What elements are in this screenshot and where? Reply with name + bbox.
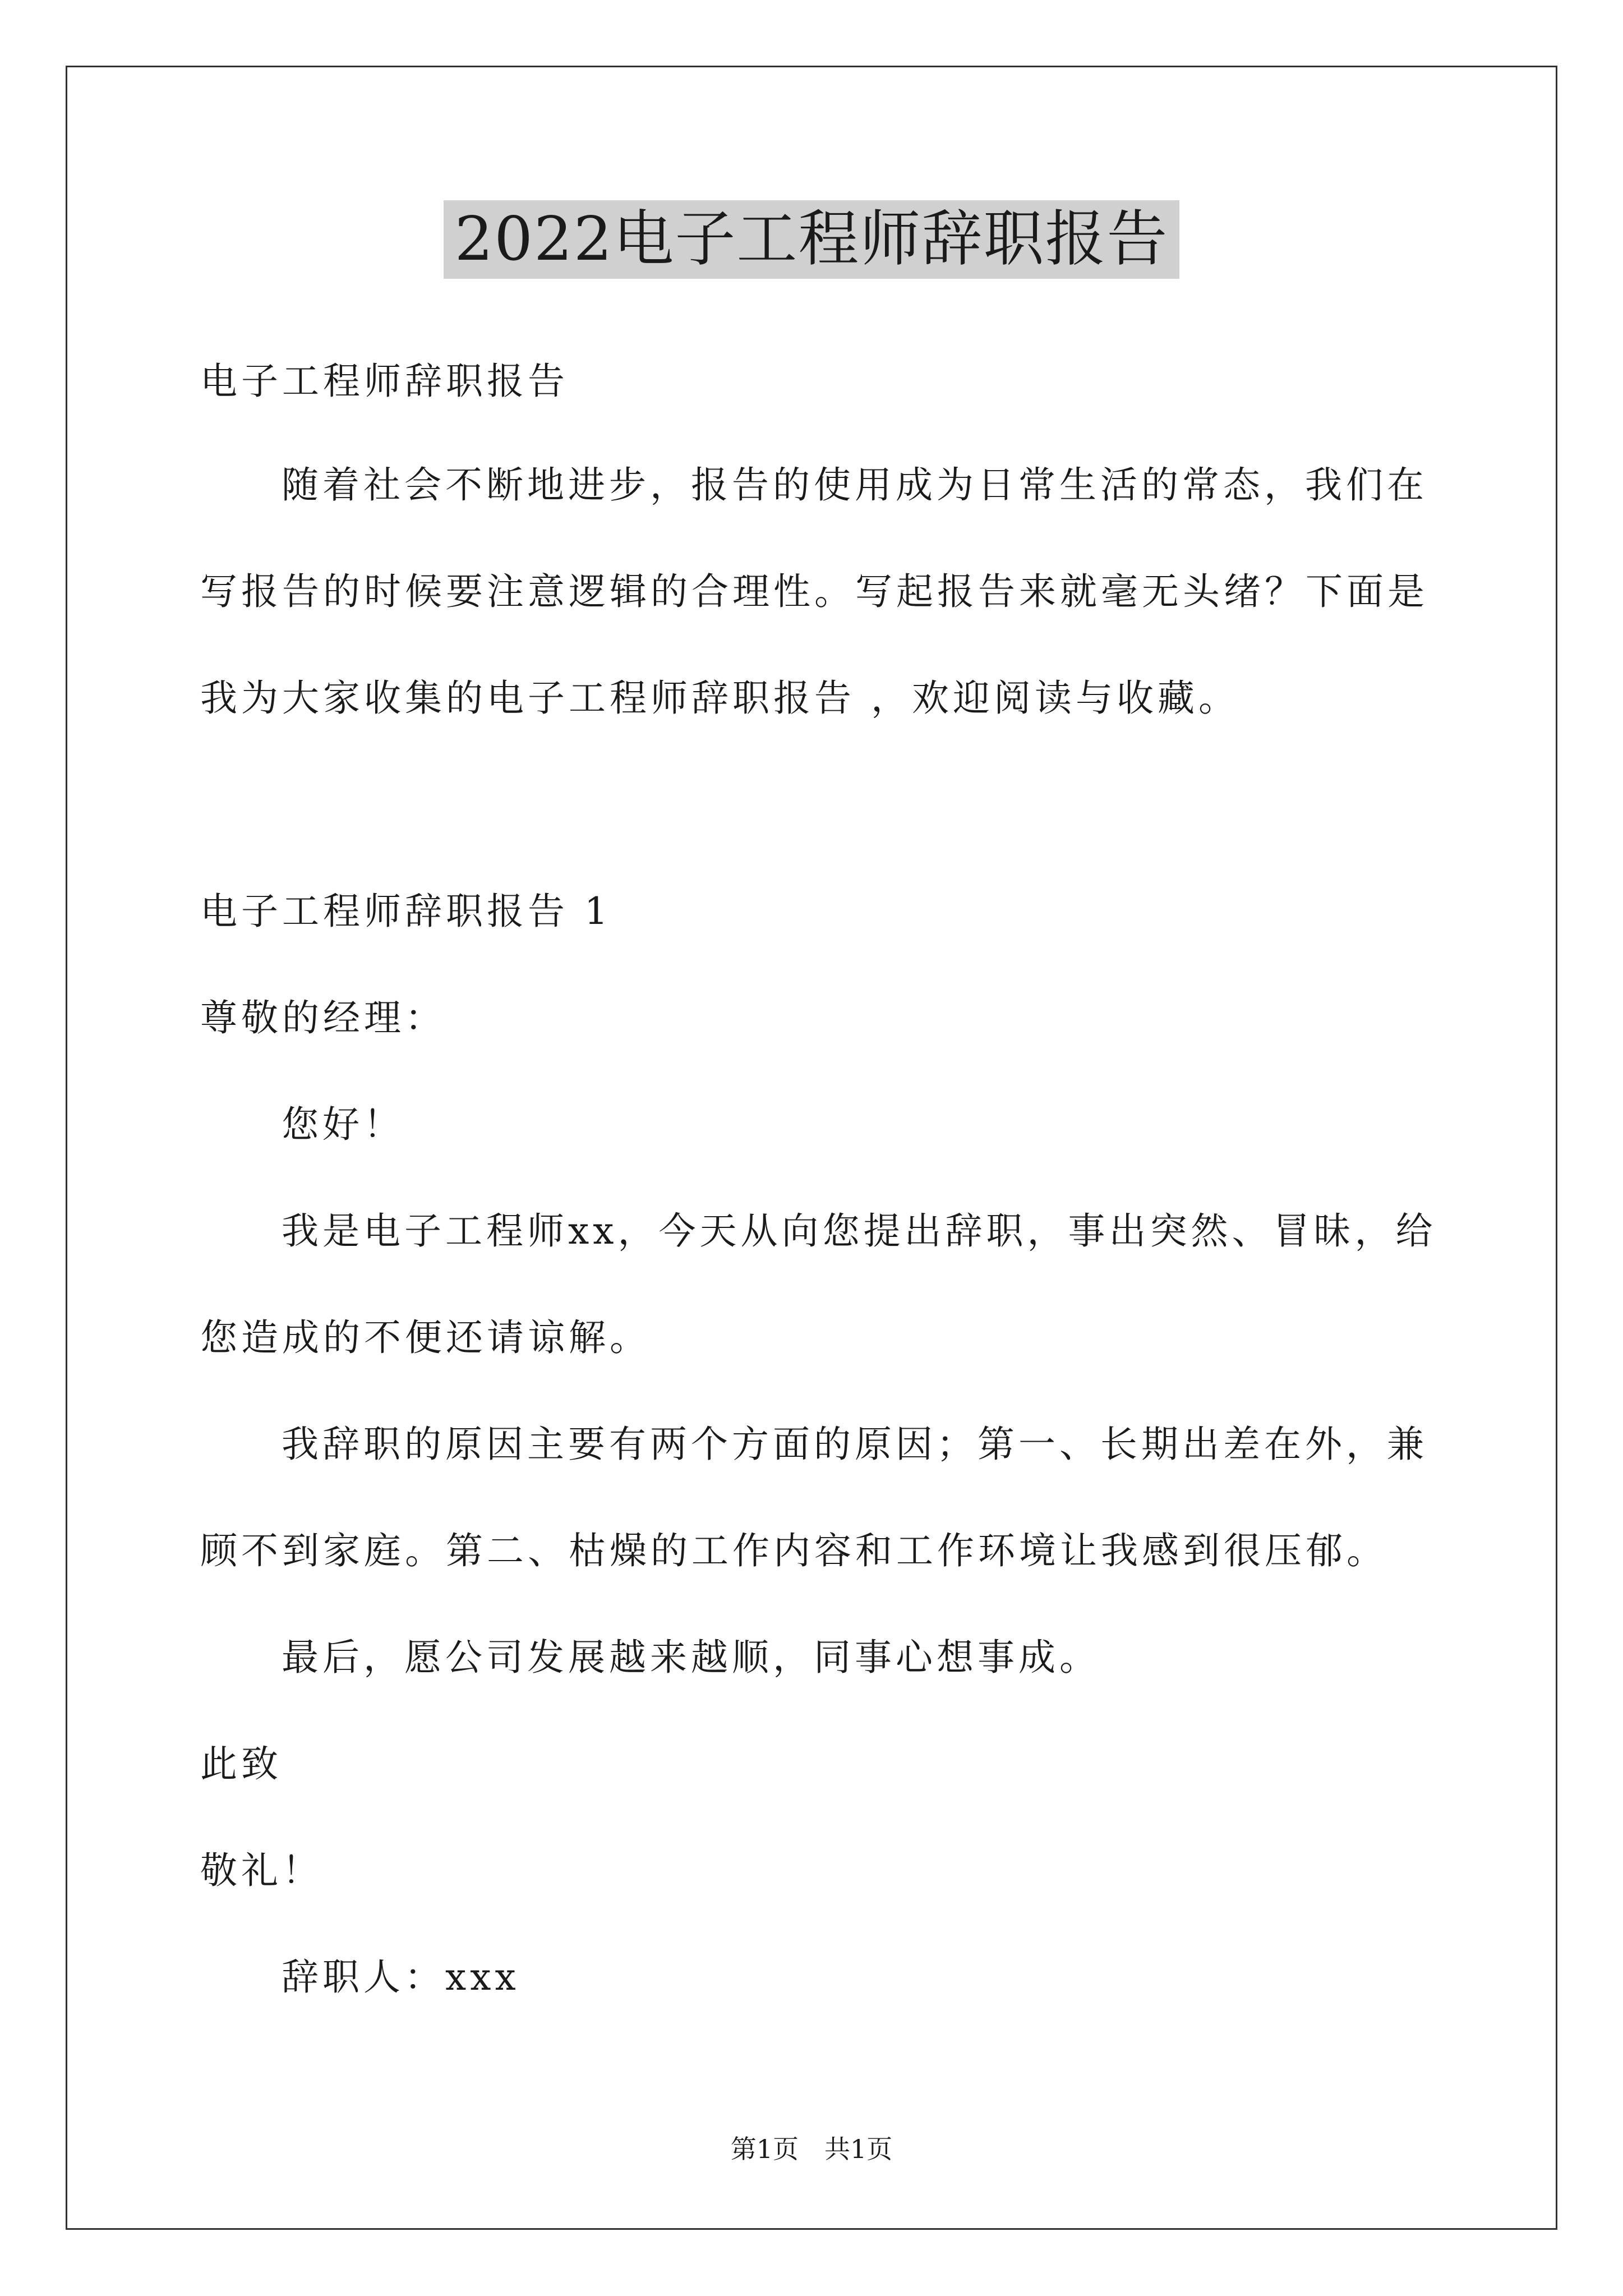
closing-line-1: 此致 [200,1742,282,1786]
body-line-2: 您造成的不便还请谅解。 [200,1316,651,1359]
body-line-5: 最后，愿公司发展越来越顺，同事心想事成。 [282,1636,1100,1679]
section-heading: 电子工程师辞职报告 1 [200,890,612,933]
greeting: 您好！ [282,1103,404,1146]
intro-line-2: 写报告的时候要注意逻辑的合理性。写起报告来就毫无头绪？下面是 [200,570,1428,613]
document-title: 2022电子工程师辞职报告 [444,200,1180,279]
body-line-4: 顾不到家庭。第二、枯燥的工作内容和工作环境让我感到很压郁。 [200,1529,1387,1572]
salutation: 尊敬的经理： [200,996,446,1039]
closing-line-2: 敬礼！ [200,1849,323,1892]
body-line-3: 我辞职的原因主要有两个方面的原因；第一、长期出差在外，兼 [282,1423,1428,1466]
title-container [0,200,1623,279]
intro-line-3: 我为大家收集的电子工程师辞职报告 ，欢迎阅读与收藏。 [200,677,1239,720]
body-line-1: 我是电子工程师xx，今天从向您提出辞职，事出突然、冒昧，给 [282,1209,1437,1253]
intro-heading: 电子工程师辞职报告 [200,360,569,403]
signature: 辞职人：xxx [282,1955,520,1999]
page-footer: 第1页 共1页 [730,2134,893,2164]
intro-line-1: 随着社会不断地进步，报告的使用成为日常生活的常态，我们在 [282,463,1428,507]
